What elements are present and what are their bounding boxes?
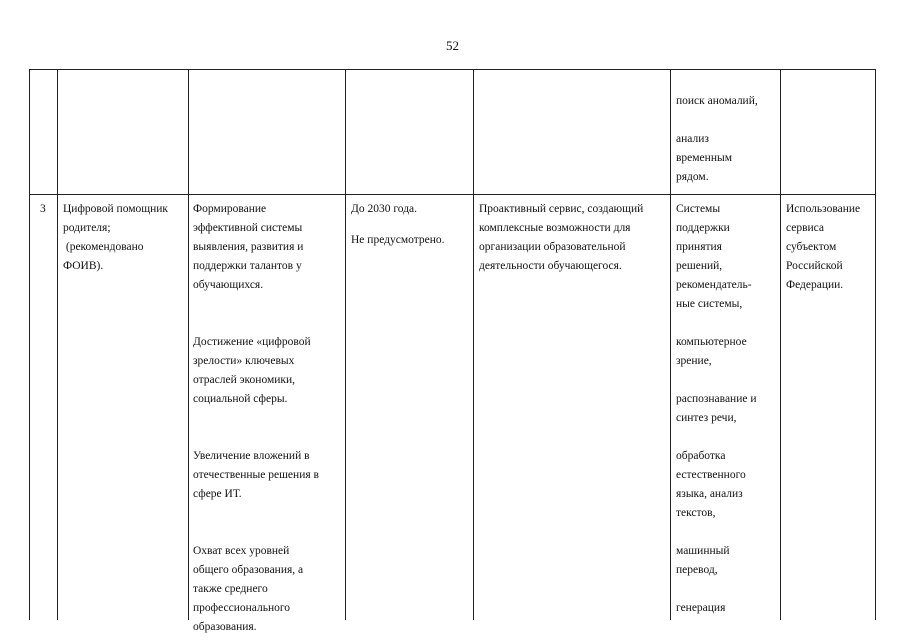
column-divider bbox=[473, 70, 474, 620]
description-line: деятельности обучающегося. bbox=[479, 260, 622, 272]
goal-line: обучающихся. bbox=[193, 279, 264, 291]
tech-line: естественного bbox=[676, 469, 746, 481]
usage-line: Федерации. bbox=[786, 279, 844, 291]
tech-line: генерация bbox=[676, 602, 726, 614]
column-divider bbox=[57, 70, 58, 620]
column-divider bbox=[345, 70, 346, 620]
tech-line: синтез речи, bbox=[676, 412, 737, 424]
tech-line: рекомендатель- bbox=[676, 279, 752, 291]
description-line: организации образовательной bbox=[479, 241, 626, 253]
goal-line: зрелости» ключевых bbox=[193, 355, 295, 367]
document-table bbox=[29, 69, 876, 633]
service-name-cell bbox=[63, 200, 187, 276]
tech-paragraph bbox=[676, 390, 778, 428]
goal-line: отраслей экономики, bbox=[193, 374, 296, 386]
row-number: 3 bbox=[40, 203, 46, 215]
description-cell bbox=[479, 200, 669, 276]
usage-cell bbox=[786, 200, 876, 295]
prev-row-technologies bbox=[676, 92, 776, 187]
goal-line: эффективной системы bbox=[193, 222, 303, 234]
tech-paragraph bbox=[676, 542, 778, 580]
service-line: ФОИВ). bbox=[63, 260, 104, 272]
goal-line: социальной сферы. bbox=[193, 393, 288, 405]
tech-line: ные системы, bbox=[676, 298, 743, 310]
tech-line: зрение, bbox=[676, 355, 712, 367]
deadline-note: Не предусмотрено. bbox=[351, 234, 445, 246]
service-line: Цифровой помощник bbox=[63, 203, 169, 215]
goal-line: отечественные решения в bbox=[193, 469, 319, 481]
goal-line: сфере ИТ. bbox=[193, 488, 242, 500]
tech-line: языка, анализ bbox=[676, 488, 743, 500]
service-line: (рекомендовано bbox=[63, 241, 144, 253]
goal-paragraph bbox=[193, 333, 343, 409]
row-divider bbox=[30, 194, 875, 195]
page-number: 52 bbox=[446, 38, 459, 53]
service-line: родителя; bbox=[63, 222, 111, 234]
usage-line: Российской bbox=[786, 260, 843, 272]
tech-line: машинный bbox=[676, 545, 730, 557]
tech-line: поддержки bbox=[676, 222, 730, 234]
tech-line: поиск аномалий, bbox=[676, 95, 758, 107]
tech-line: перевод, bbox=[676, 564, 718, 576]
description-line: комплексные возможности для bbox=[479, 222, 631, 234]
deadline-cell bbox=[351, 200, 471, 250]
technologies-cell bbox=[676, 200, 778, 618]
goal-line: профессионального bbox=[193, 602, 291, 614]
tech-paragraph bbox=[676, 447, 778, 523]
description-line: Проактивный сервис, создающий bbox=[479, 203, 644, 215]
goal-line: общего образования, а bbox=[193, 564, 304, 576]
usage-line: сервиса bbox=[786, 222, 825, 234]
tech-line: временным bbox=[676, 152, 732, 164]
tech-line: Системы bbox=[676, 203, 721, 215]
usage-line: субъектом bbox=[786, 241, 837, 253]
tech-line: обработка bbox=[676, 450, 726, 462]
tech-line: анализ bbox=[676, 133, 709, 145]
tech-paragraph bbox=[676, 200, 778, 314]
goal-paragraph bbox=[193, 447, 343, 504]
goal-line: Увеличение вложений в bbox=[193, 450, 310, 462]
tech-paragraph bbox=[676, 333, 778, 371]
goal-line: Формирование bbox=[193, 203, 267, 215]
goals-cell bbox=[193, 200, 343, 637]
column-divider bbox=[780, 70, 781, 620]
goal-line: Охват всех уровней bbox=[193, 545, 290, 557]
goal-line: Достижение «цифровой bbox=[193, 336, 311, 348]
tech-paragraph bbox=[676, 599, 778, 618]
tech-line: распознавание и bbox=[676, 393, 757, 405]
goal-line: поддержки талантов у bbox=[193, 260, 302, 272]
deadline-text: До 2030 года. bbox=[351, 203, 418, 215]
column-divider bbox=[670, 70, 671, 620]
goal-line: выявления, развития и bbox=[193, 241, 304, 253]
tech-line: решений, bbox=[676, 260, 723, 272]
tech-line: рядом. bbox=[676, 171, 709, 183]
tech-line: текстов, bbox=[676, 507, 716, 519]
usage-line: Использование bbox=[786, 203, 861, 215]
goal-line: образования. bbox=[193, 621, 257, 633]
goal-line: также среднего bbox=[193, 583, 268, 595]
column-divider bbox=[188, 70, 189, 620]
tech-line: компьютерное bbox=[676, 336, 747, 348]
goal-paragraph bbox=[193, 200, 343, 295]
tech-line: принятия bbox=[676, 241, 722, 253]
goal-paragraph bbox=[193, 542, 343, 637]
